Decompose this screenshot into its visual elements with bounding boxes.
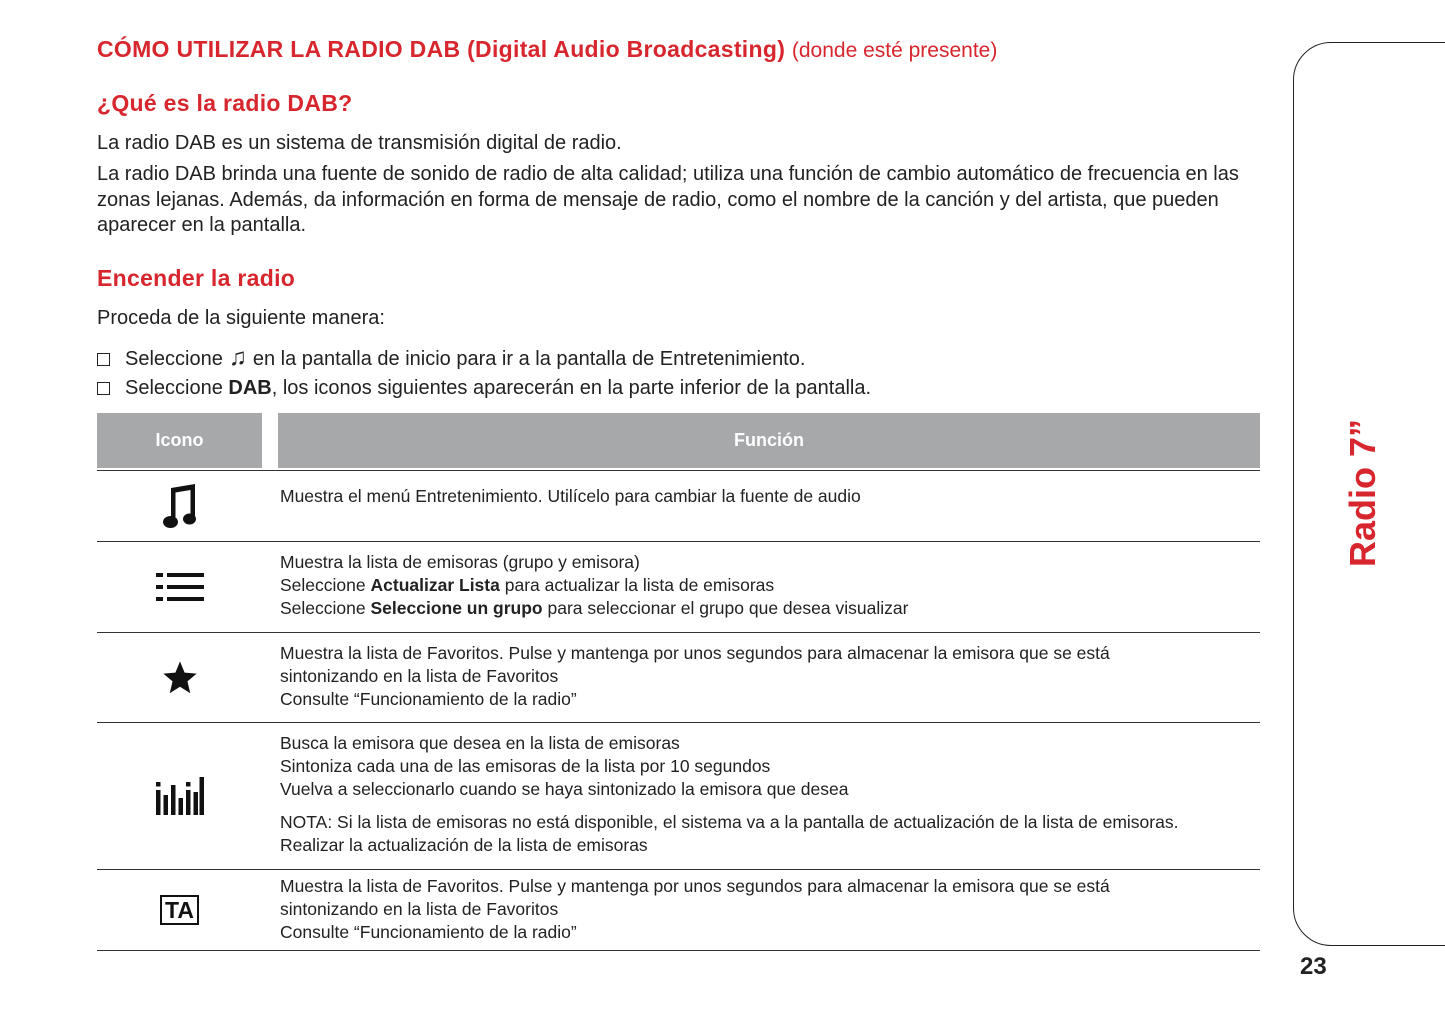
bullet-text: , los iconos siguientes aparecerán en la parte inferior de la pantalla. [271, 377, 872, 399]
checkbox-bullet-icon [97, 382, 110, 395]
function-text: Muestra la lista de Favoritos. Pulse y mantenga por unos segundos para almacenar la emisora que se está [280, 876, 1110, 896]
function-text: Sintoniza cada una de las emisoras de la lista por 10 segundos [280, 756, 771, 776]
music-note-icon [162, 482, 198, 530]
chapter-title: Radio 7” [1342, 418, 1383, 568]
function-text-line: Seleccione Actualizar Lista para actualizar la lista de emisoras [280, 575, 775, 595]
section-heading-turn-on-radio: Encender la radio [97, 265, 296, 291]
table-row [97, 632, 1260, 722]
paragraph-description: La radio DAB brinda una fuente de sonido de radio de alta calidad; utiliza una función de cambio automático de frecuencia en las zonas lejanas. Además, da información en forma de mensaje de radio, como el nombre de la canción y del artista, que pueden aparecer en la pantalla. [97, 163, 1239, 236]
page-title [97, 36, 997, 63]
icon-function-table [97, 413, 1260, 951]
function-text: Busca la emisora que desea en la lista de emisoras [280, 733, 680, 753]
bullet-text: Seleccione [125, 377, 223, 399]
section-heading-what-is-dab: ¿Qué es la radio DAB? [97, 90, 353, 116]
function-text: Consulte “Funcionamiento de la radio” [280, 922, 577, 942]
paragraph-definition: La radio DAB es un sistema de transmisión digital de radio. [97, 132, 622, 154]
bullet-item-select-dab [97, 377, 871, 400]
column-header-function: Función [278, 413, 1260, 468]
bullet-item-select-music [97, 344, 805, 372]
bullet-bold-text: DAB [228, 377, 272, 399]
checkbox-bullet-icon [97, 353, 110, 366]
function-text: Muestra la lista de emisoras (grupo y emisora) [280, 552, 640, 572]
function-text: Vuelva a seleccionarlo cuando se haya sintonizado la emisora que desea [280, 779, 849, 799]
music-note-icon: ♫ [228, 344, 247, 371]
function-text: sintonizando en la lista de Favoritos [280, 899, 559, 919]
list-icon [156, 572, 204, 602]
paragraph-intro: Proceda de la siguiente manera: [97, 307, 385, 329]
star-icon [161, 659, 199, 697]
table-row [97, 470, 1260, 541]
table-row [97, 722, 1260, 869]
table-row [97, 541, 1260, 632]
note-text: NOTA: Si la lista de emisoras no está disponible, el sistema va a la pantalla de actualización de la lista de emisoras. [280, 812, 1179, 832]
scan-icon [156, 777, 204, 815]
function-text: Muestra el menú Entretenimiento. Utilícelo para cambiar la fuente de audio [280, 486, 861, 506]
note-text: Realizar la actualización de la lista de emisoras [280, 835, 648, 855]
column-header-icon: Icono [97, 413, 262, 468]
bullet-text: Seleccione [125, 348, 223, 370]
table-header [97, 413, 1260, 468]
ta-icon: TA [160, 895, 199, 925]
title-main: CÓMO UTILIZAR LA RADIO DAB (Digital Audio Broadcasting) [97, 36, 786, 62]
function-text: Consulte “Funcionamiento de la radio” [280, 689, 577, 709]
bullet-text: en la pantalla de inicio para ir a la pantalla de Entretenimiento. [252, 348, 806, 370]
table-row [97, 869, 1260, 951]
function-text: sintonizando en la lista de Favoritos [280, 666, 559, 686]
function-text-line: Seleccione Seleccione un grupo para seleccionar el grupo que desea visualizar [280, 598, 909, 618]
page-number: 23 [1300, 953, 1327, 980]
title-qualifier: (donde esté presente) [791, 39, 998, 62]
function-text: Muestra la lista de Favoritos. Pulse y mantenga por unos segundos para almacenar la emisora que se está [280, 643, 1110, 663]
